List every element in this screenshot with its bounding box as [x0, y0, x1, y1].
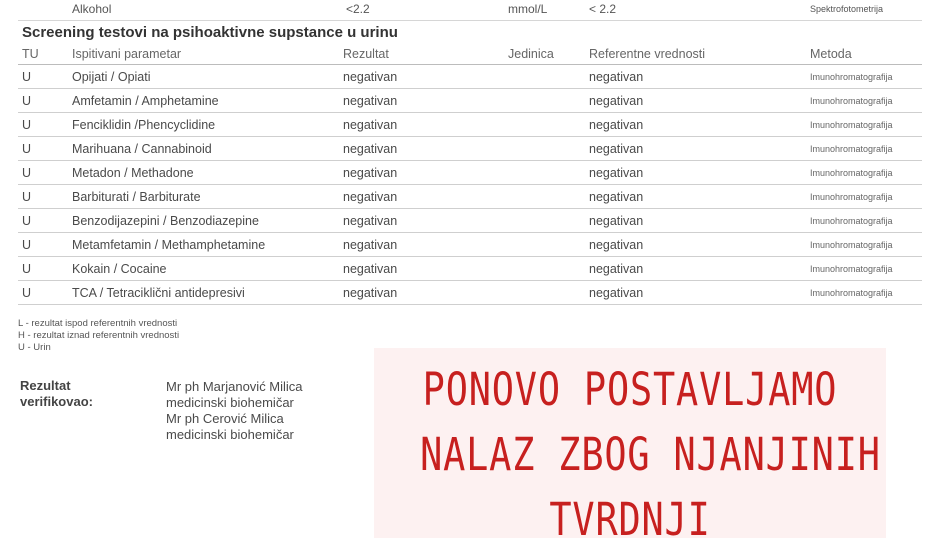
row-unit: [504, 233, 585, 257]
verification-label-line2: verifikovao:: [20, 394, 93, 409]
row-reference: negativan: [585, 257, 806, 281]
caption-line-3: TVRDNJI: [549, 493, 711, 546]
row-reference: negativan: [585, 281, 806, 305]
alcohol-param: Alkohol: [72, 2, 112, 16]
row-reference: negativan: [585, 65, 806, 89]
row-result: negativan: [339, 137, 504, 161]
row-result: negativan: [339, 281, 504, 305]
row-tu: U: [18, 209, 68, 233]
row-unit: [504, 89, 585, 113]
row-method: Imunohromatografija: [806, 209, 922, 233]
row-parameter: Marihuana / Cannabinoid: [68, 137, 339, 161]
verifier-name: Mr ph Marjanović Milica: [166, 379, 303, 394]
row-method: Imunohromatografija: [806, 257, 922, 281]
row-reference: negativan: [585, 185, 806, 209]
row-parameter: Metamfetamin / Methamphetamine: [68, 233, 339, 257]
legend: [18, 318, 179, 354]
row-method: Imunohromatografija: [806, 137, 922, 161]
row-result: negativan: [339, 113, 504, 137]
table-row: [18, 185, 922, 209]
row-result: negativan: [339, 161, 504, 185]
row-tu: U: [18, 185, 68, 209]
alcohol-result: <2.2: [346, 2, 370, 16]
header-result: Rezultat: [339, 44, 504, 65]
row-method: Imunohromatografija: [806, 233, 922, 257]
row-unit: [504, 137, 585, 161]
row-result: negativan: [339, 65, 504, 89]
header-method: Metoda: [806, 44, 922, 65]
table-row: [18, 209, 922, 233]
verifier-name: Mr ph Cerović Milica: [166, 411, 284, 426]
table-row: [18, 113, 922, 137]
table-row: [18, 257, 922, 281]
row-result: negativan: [339, 209, 504, 233]
table-row: [18, 137, 922, 161]
row-parameter: TCA / Tetraciklični antidepresivi: [68, 281, 339, 305]
table-row: [18, 281, 922, 305]
row-method: Imunohromatografija: [806, 161, 922, 185]
table-row: [18, 89, 922, 113]
row-unit: [504, 257, 585, 281]
row-reference: negativan: [585, 113, 806, 137]
row-unit: [504, 161, 585, 185]
results-table: [18, 44, 922, 305]
verification-label: [20, 378, 93, 410]
alcohol-unit: mmol/L: [508, 2, 548, 16]
verifier-title: medicinski biohemičar: [166, 427, 294, 442]
alcohol-result-row: [18, 0, 922, 21]
row-tu: U: [18, 161, 68, 185]
caption-line-1: PONOVO POSTAVLJAMO: [422, 363, 838, 416]
row-reference: negativan: [585, 137, 806, 161]
alcohol-reference: < 2.2: [589, 2, 617, 16]
row-parameter: Fenciklidin /Phencyclidine: [68, 113, 339, 137]
header-unit: Jedinica: [504, 44, 585, 65]
caption-overlay: [374, 348, 886, 546]
row-tu: U: [18, 89, 68, 113]
row-reference: negativan: [585, 161, 806, 185]
row-parameter: Kokain / Cocaine: [68, 257, 339, 281]
row-unit: [504, 113, 585, 137]
section-title: Screening testovi na psihoaktivne supstance u urinu: [22, 24, 398, 41]
row-method: Imunohromatografija: [806, 281, 922, 305]
row-tu: U: [18, 137, 68, 161]
row-tu: U: [18, 65, 68, 89]
row-method: Imunohromatografija: [806, 185, 922, 209]
row-unit: [504, 65, 585, 89]
alcohol-method: Spektrofotometrija: [810, 4, 884, 14]
row-tu: U: [18, 233, 68, 257]
row-result: negativan: [339, 233, 504, 257]
row-tu: U: [18, 281, 68, 305]
row-method: Imunohromatografija: [806, 113, 922, 137]
legend-high: H - rezultat iznad referentnih vrednosti: [18, 330, 180, 341]
row-result: negativan: [339, 89, 504, 113]
row-parameter: Metadon / Methadone: [68, 161, 339, 185]
row-parameter: Benzodijazepini / Benzodiazepine: [68, 209, 339, 233]
row-result: negativan: [339, 185, 504, 209]
caption-line-2: NALAZ ZBOG NJANJINIH: [420, 428, 881, 481]
row-reference: negativan: [585, 209, 806, 233]
verification-label-line1: Rezultat: [20, 378, 71, 393]
legend-urine: U - Urin: [18, 342, 51, 353]
legend-low: L - rezultat ispod referentnih vrednosti: [18, 318, 178, 329]
verifier-title: medicinski biohemičar: [166, 395, 294, 410]
row-parameter: Amfetamin / Amphetamine: [68, 89, 339, 113]
row-method: Imunohromatografija: [806, 65, 922, 89]
header-parameter: Ispitivani parametar: [68, 44, 339, 65]
table-row: [18, 65, 922, 89]
row-unit: [504, 209, 585, 233]
row-reference: negativan: [585, 89, 806, 113]
row-tu: U: [18, 113, 68, 137]
row-tu: U: [18, 257, 68, 281]
row-result: negativan: [339, 257, 504, 281]
header-reference: Referentne vrednosti: [585, 44, 806, 65]
row-method: Imunohromatografija: [806, 89, 922, 113]
row-unit: [504, 185, 585, 209]
table-header-row: [18, 44, 922, 65]
table-row: [18, 161, 922, 185]
row-unit: [504, 281, 585, 305]
row-parameter: Barbiturati / Barbiturate: [68, 185, 339, 209]
row-reference: negativan: [585, 233, 806, 257]
table-row: [18, 233, 922, 257]
verifier-list: [166, 379, 303, 443]
row-parameter: Opijati / Opiati: [68, 65, 339, 89]
header-tu: TU: [18, 44, 68, 65]
